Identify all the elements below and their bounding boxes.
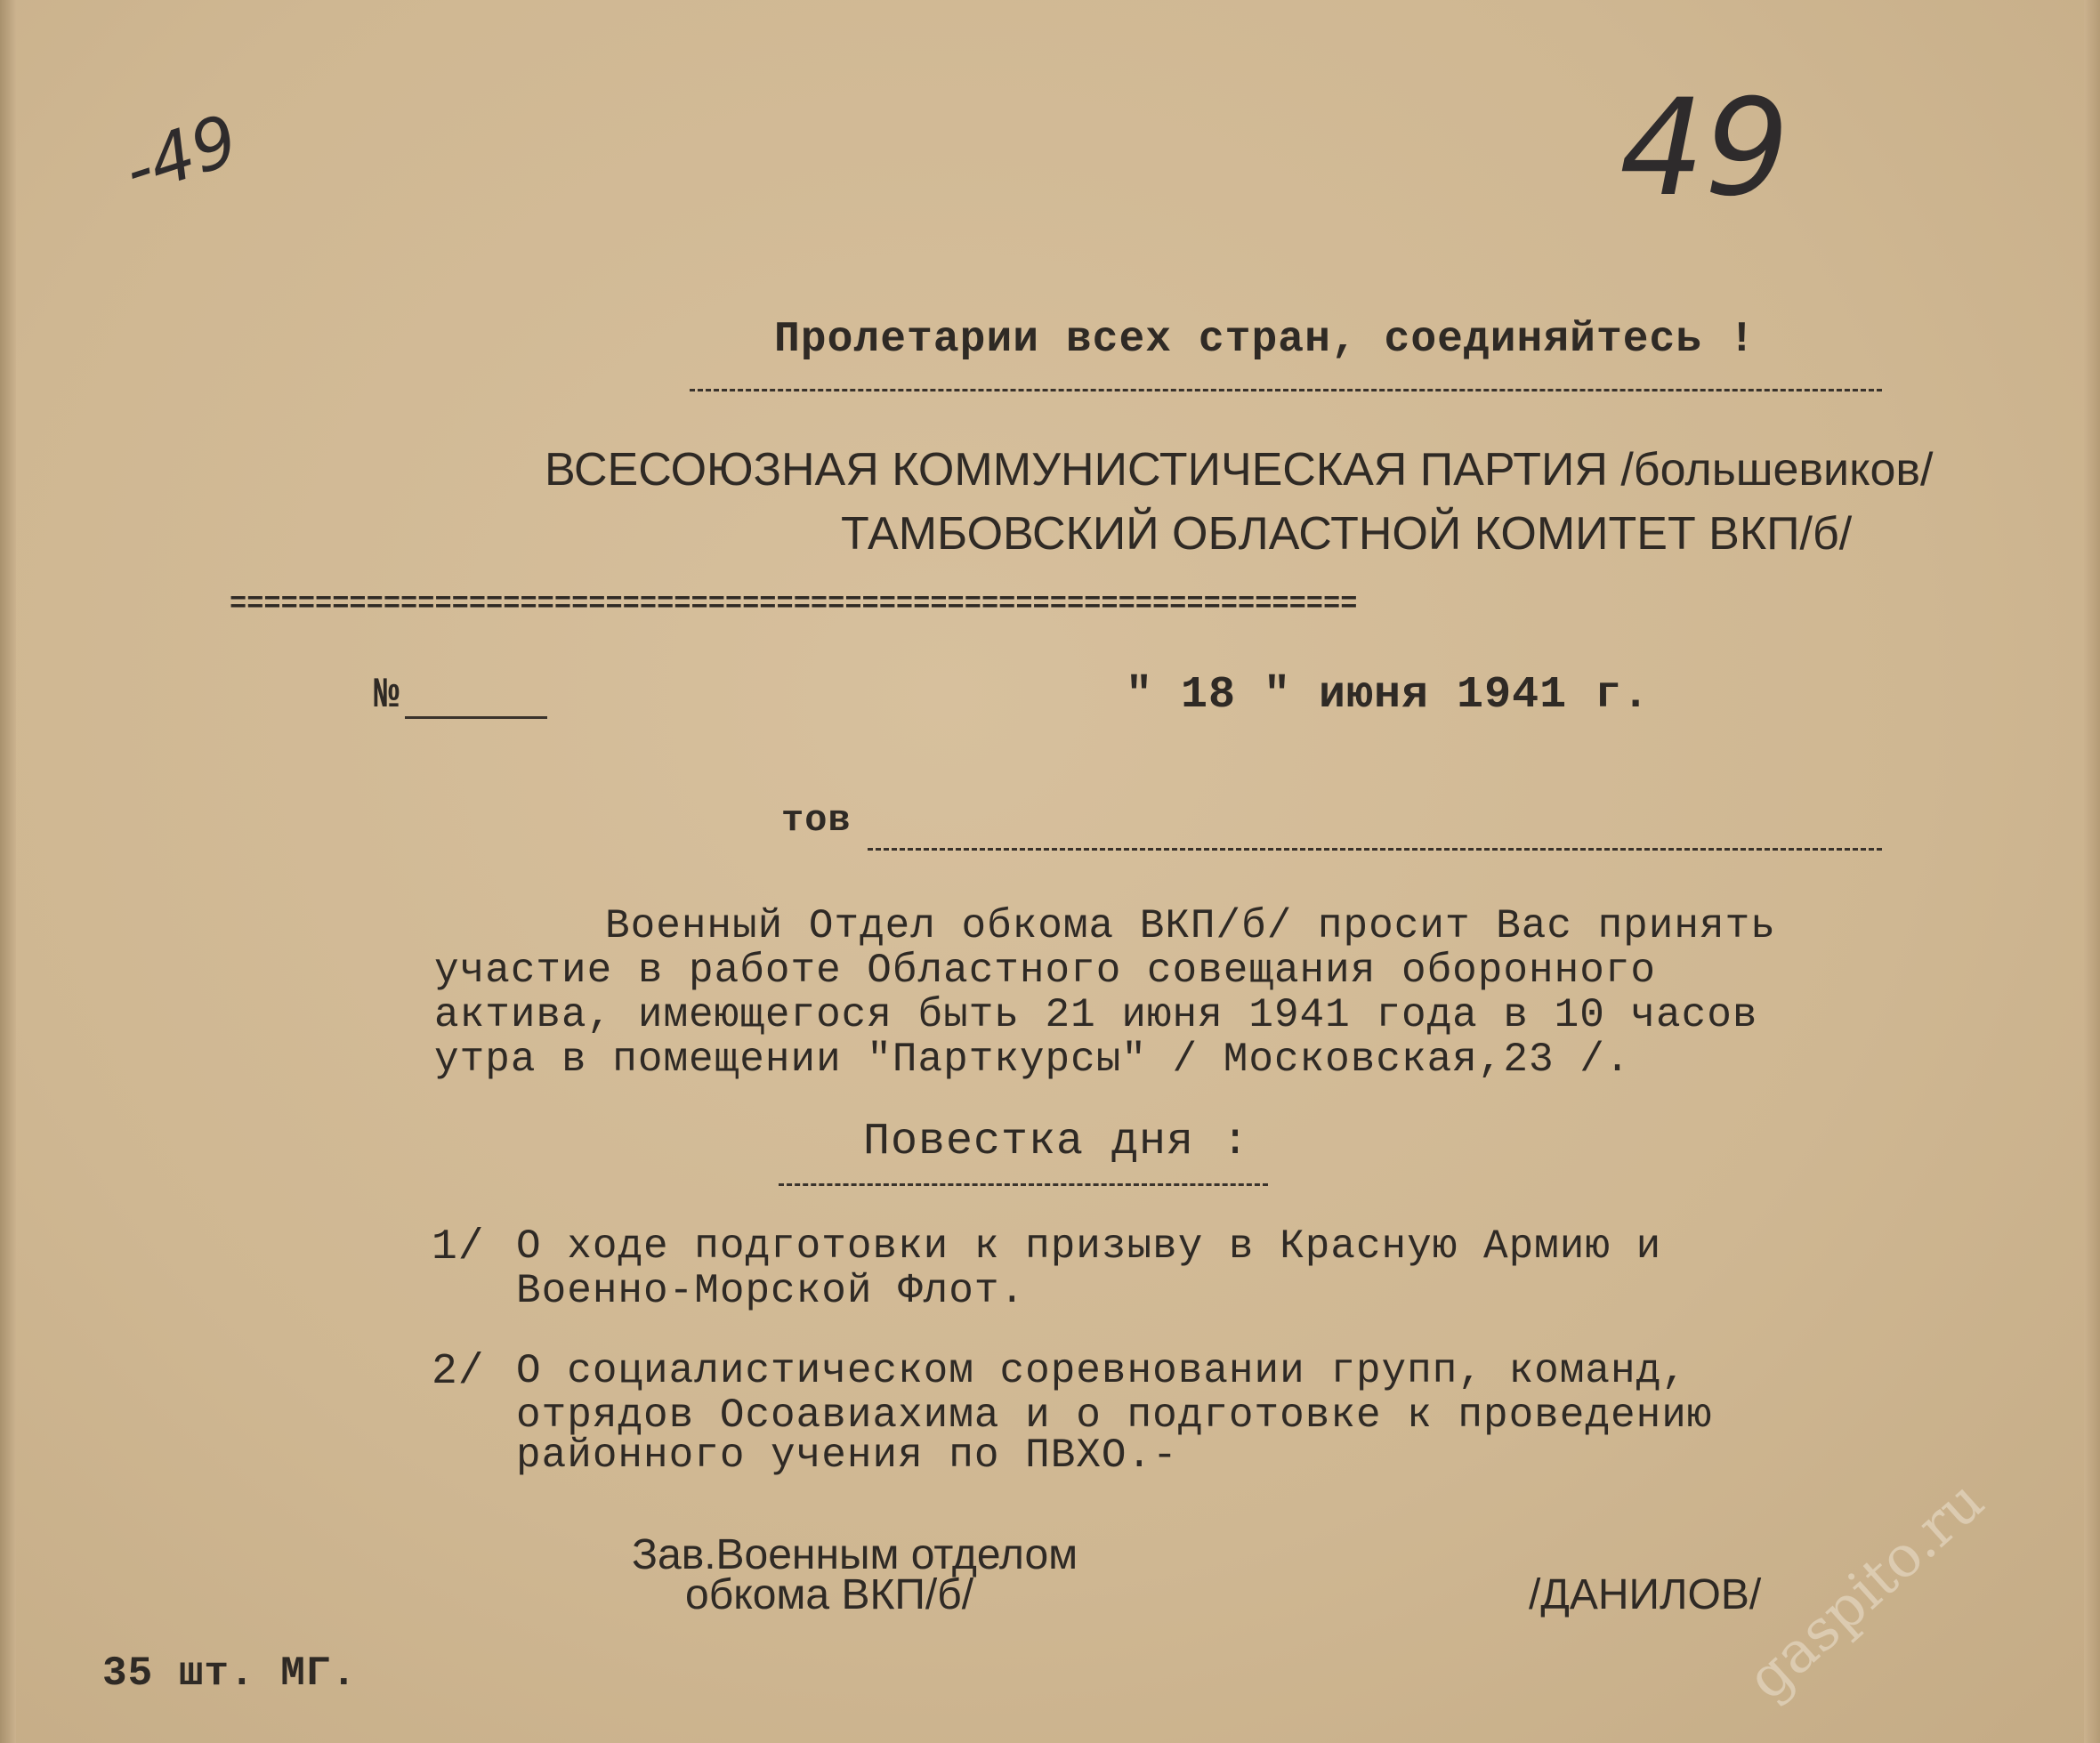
recipient-blank-line — [868, 848, 1882, 851]
number-blank-line — [405, 716, 547, 719]
slogan-underline — [690, 389, 1882, 391]
signatory-title-1: Зав.Военным отделом — [632, 1531, 1078, 1578]
letter-date: " 18 " июня 1941 г. — [1126, 670, 1651, 721]
archive-number-top-right: 49 — [1619, 71, 1789, 226]
agenda-item-1-line-2: Военно-Морской Флот. — [516, 1268, 1026, 1314]
party-name: ВСЕСОЮЗНАЯ КОММУНИСТИЧЕСКАЯ ПАРТИЯ /большевиков/ — [545, 444, 1934, 496]
agenda-item-1-line-1: О ходе подготовки к призыву в Красную Армию и — [516, 1223, 1662, 1270]
copies-note: 35 шт. МГ. — [102, 1650, 358, 1697]
body-line-4: утра в помещении "Парткурсы" / Московская,23 /. — [434, 1037, 1631, 1083]
agenda-item-2-line-1: О социалистическом соревновании групп, команд, — [516, 1348, 1687, 1394]
agenda-item-2-line-3: районного учения по ПВХО.- — [516, 1432, 1178, 1479]
signatory-title-2: обкома ВКП/б/ — [685, 1571, 974, 1618]
page-right-strip — [2084, 0, 2100, 1743]
archive-number-top-left: -49 — [115, 100, 248, 212]
agenda-item-1-number: 1/ — [432, 1223, 485, 1271]
body-line-3: актива, имеющегося быть 21 июня 1941 года в 10 часов — [434, 992, 1758, 1038]
number-label: № — [374, 672, 400, 720]
body-line-2: участие в работе Областного совещания оборонного — [434, 948, 1657, 994]
agenda-item-2-line-2: отрядов Осоавиахима и о подготовке к проведению — [516, 1392, 1713, 1439]
agenda-title: Повестка дня : — [863, 1117, 1250, 1167]
page-left-edge — [0, 0, 16, 1743]
agenda-item-2-number: 2/ — [432, 1348, 485, 1396]
agenda-underline — [779, 1183, 1268, 1186]
signatory-name: /ДАНИЛОВ/ — [1529, 1571, 1762, 1618]
slogan: Пролетарии всех стран, соединяйтесь ! — [774, 316, 1756, 364]
recipient-label: тов — [781, 799, 852, 842]
body-line-1: Военный Отдел обкома ВКП/б/ просит Вас принять — [605, 903, 1776, 949]
watermark: gaspito.ru — [1735, 1468, 1997, 1713]
committee-name: ТАМБОВСКИЙ ОБЛАСТНОЙ КОМИТЕТ ВКП/б/ — [841, 508, 1853, 560]
header-divider: ================================================================== — [230, 587, 1358, 620]
